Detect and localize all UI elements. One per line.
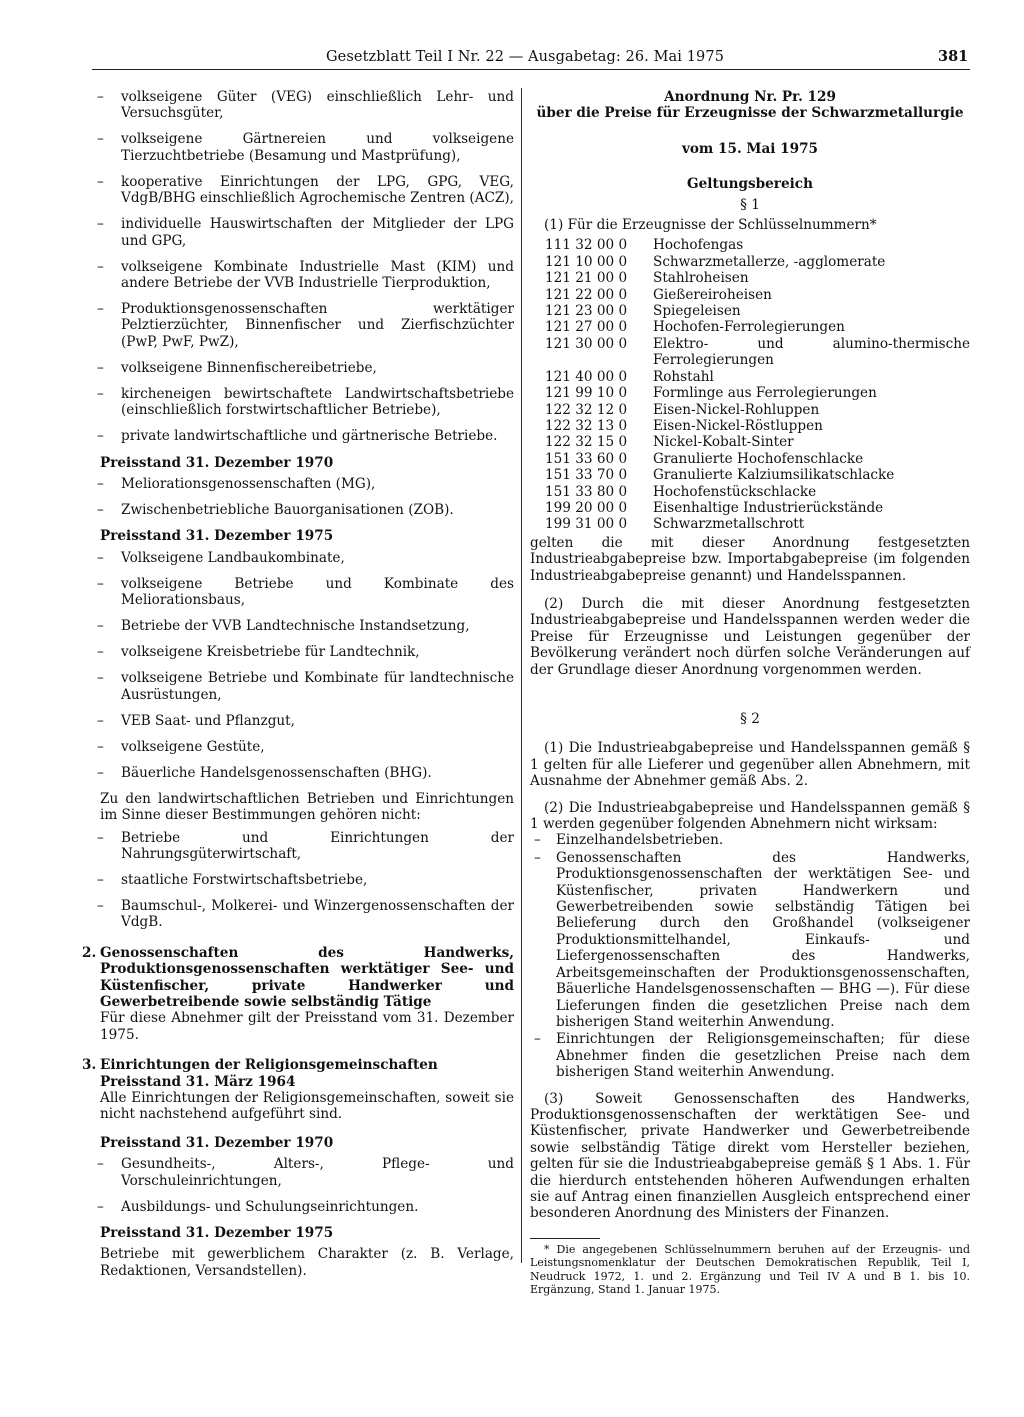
list-item [82, 576, 514, 609]
list-item [530, 1031, 970, 1080]
left-column [82, 89, 514, 1285]
code-row [530, 270, 970, 286]
heading-preisstand-1975: Preisstand 31. Dezember 1975 [100, 528, 334, 545]
list-item [82, 174, 514, 207]
column-divider [521, 88, 522, 1263]
code-row [530, 385, 970, 401]
list-item-text: Betriebe und Einrichtungen der Nahrungsgüterwirtschaft, [121, 829, 514, 862]
item-3-heading-1970: Preisstand 31. Dezember 1970 [100, 1134, 334, 1151]
code-description: Granulierte Kalziumsilikatschlacke [653, 467, 895, 484]
list-item [82, 259, 514, 292]
item-2-text: Für diese Abnehmer gilt der Preisstand vom 31. Dezember 1975. [100, 1010, 514, 1043]
item-2-number: 2. [82, 944, 97, 961]
ordinance-date: vom 15. Mai 1975 [681, 140, 819, 157]
dash-marker: – [97, 764, 104, 781]
list-item [82, 476, 514, 492]
list-item-text: private landwirtschaftliche und gärtnerische Betriebe. [121, 428, 498, 445]
list-item [82, 898, 514, 931]
heading-preisstand-1970: Preisstand 31. Dezember 1970 [100, 454, 334, 471]
list-item [82, 1199, 514, 1215]
list-item-text: Baumschul-, Molkerei- und Winzergenossenschaften der VdgB. [121, 897, 514, 931]
paragraph-2-2: (2) Die Industrieabgabepreise und Handelsspannen gemäß § 1 werden gegenüber folgenden Abnehmern nicht wirksam: [530, 799, 970, 833]
code-table [530, 237, 970, 532]
section-title: Geltungsbereich [687, 176, 813, 193]
item-2-heading: Genossenschaften des Handwerks, Produktionsgenossenschaften werktätiger See- und Küstenfischer, private Handwerker und Gewerbetreibende sowie selbständig Tätige [100, 944, 514, 1010]
list-item [82, 301, 514, 350]
list-item [82, 360, 514, 376]
code-row [530, 434, 970, 450]
page-number: 381 [938, 48, 969, 65]
paragraph-1-sign: § 1 [740, 196, 760, 213]
list-item [82, 739, 514, 755]
list-item-text: volkseigene Kreisbetriebe für Landtechnik, [121, 644, 420, 661]
dash-marker: – [97, 871, 104, 888]
code-description: Nickel-Kobalt-Sinter [653, 434, 794, 451]
header-rule [92, 69, 970, 70]
list-item-text: kircheneigen bewirtschaftete Landwirtschaftsbetriebe (einschließlich forstwirtschaftlicher Betriebe), [121, 385, 514, 419]
paragraph-2-sign: § 2 [740, 711, 760, 727]
paragraph-1-intro: (1) Für die Erzeugnisse der Schlüsselnummern* [544, 217, 877, 234]
list-item [82, 550, 514, 566]
list-item [82, 644, 514, 660]
page-header [0, 49, 1024, 69]
dash-marker: – [97, 502, 104, 519]
dash-marker: – [97, 476, 104, 493]
code-number: 199 20 00 0 [545, 499, 628, 516]
list-item [82, 502, 514, 518]
list-item-text: volkseigene Gärtnereien und volkseigene Tierzuchtbetriebe (Besamung und Mastprüfung), [121, 131, 514, 164]
right-column [530, 89, 970, 1296]
code-description: Elektro- und alumino-thermische Ferrolegierungen [653, 335, 970, 369]
item-3-heading: Einrichtungen der Religionsgemeinschaften [100, 1057, 438, 1074]
code-row [530, 319, 970, 335]
dash-marker: – [97, 618, 104, 635]
code-description: Spiegeleisen [653, 303, 741, 320]
list-not-included [82, 830, 514, 931]
code-row [530, 254, 970, 270]
list-item-text: volkseigene Gestüte, [121, 738, 265, 755]
list-item [82, 428, 514, 444]
list-item [530, 832, 970, 848]
code-description: Formlinge aus Ferrolegierungen [653, 385, 877, 402]
dash-marker: – [97, 173, 104, 190]
dash-marker: – [97, 428, 104, 445]
list-item-text: volkseigene Betriebe und Kombinate des Meliorationsbaus, [121, 575, 514, 609]
dash-marker: – [534, 849, 541, 866]
dash-marker: – [97, 89, 104, 105]
code-description: Hochofenstückschlacke [653, 483, 817, 500]
dash-marker: – [97, 670, 104, 687]
code-number: 121 99 10 0 [545, 385, 628, 402]
code-description: Hochofen-Ferrolegierungen [653, 319, 845, 336]
code-number: 151 33 80 0 [545, 483, 628, 500]
ordinance-title-line2: über die Preise für Erzeugnisse der Schwarzmetallurgie [536, 105, 964, 122]
list-item-text: volkseigene Betriebe und Kombinate für landtechnische Ausrüstungen, [121, 670, 514, 703]
code-description: Gießereiroheisen [653, 286, 772, 303]
dash-marker: – [97, 1156, 104, 1173]
list-item-text: volkseigene Kombinate Industrielle Mast (KIM) und andere Betriebe der VVB Industrielle Tierproduktion, [121, 258, 514, 292]
list-item [82, 713, 514, 729]
item-3-text-1975: Betriebe mit gewerblichem Charakter (z. B. Verlage, Redaktionen, Versandstellen). [100, 1246, 514, 1279]
list-item-text: Ausbildungs- und Schulungseinrichtungen. [121, 1198, 419, 1215]
code-description: Schwarzmetallerze, -agglomerate [653, 253, 886, 270]
dash-marker: – [97, 829, 104, 846]
list-item-text: staatliche Forstwirtschaftsbetriebe, [121, 871, 368, 888]
code-row [530, 484, 970, 500]
code-description: Eisenhaltige Industrierückstände [653, 499, 884, 516]
list-item-text: Bäuerliche Handelsgenossenschaften (BHG). [121, 764, 432, 781]
item-2 [82, 945, 514, 1043]
code-number: 121 22 00 0 [545, 286, 628, 303]
code-number: 121 21 00 0 [545, 270, 628, 287]
list-item-text: Produktionsgenossenschaften werktätiger Pelztierzüchter, Binnenfischer und Zierfischzüchter (PwP, PwF, PwZ), [121, 301, 514, 350]
list-item [82, 89, 514, 122]
code-number: 199 31 00 0 [545, 516, 628, 533]
dash-marker: – [97, 216, 104, 233]
code-row [530, 402, 970, 418]
code-row [530, 237, 970, 253]
item-3-heading-1964: Preisstand 31. März 1964 [100, 1073, 296, 1090]
list-item-text: volkseigene Güter (VEG) einschließlich Lehr- und Versuchsgüter, [121, 89, 514, 122]
footnote: * Die angegebenen Schlüsselnummern beruhen auf der Erzeugnis- und Leistungsnomenklatur der Deutschen Demokratischen Republik, Teil I, Neudruck 1972, 1. und 2. Ergänzung und Teil IV A und B 1. bis 10. Ergänzung, Stand 1. Januar 1975. [530, 1242, 970, 1296]
list-item [82, 670, 514, 703]
header-title: Gesetzblatt Teil I Nr. 22 — Ausgabetag: 26. Mai 1975 [326, 49, 725, 65]
item-3 [82, 1057, 514, 1123]
list-item [82, 386, 514, 419]
code-description: Granulierte Hochofenschlacke [653, 450, 864, 467]
dash-marker: – [534, 1031, 541, 1048]
ordinance-title-line1: Anordnung Nr. Pr. 129 [664, 89, 836, 105]
paragraph-2-1: (1) Die Industrieabgabepreise und Handelsspannen gemäß § 1 gelten für alle Lieferer und gegenüber allen Abnehmern, mit Ausnahme der Abnehmer gemäß Abs. 2. [530, 740, 970, 790]
list-item [82, 872, 514, 888]
list-item-text: kooperative Einrichtungen der LPG, GPG, VEG, VdgB/BHG einschließlich Agrochemische Zentren (ACZ), [121, 173, 514, 207]
code-number: 121 10 00 0 [545, 253, 628, 270]
dash-marker: – [97, 359, 104, 376]
dash-marker: – [97, 301, 104, 318]
dash-marker: – [534, 832, 541, 849]
dash-marker: – [97, 131, 104, 148]
list-item-text: Volkseigene Landbaukombinate, [121, 549, 345, 566]
list-item [82, 830, 514, 863]
code-row [530, 303, 970, 319]
code-number: 121 40 00 0 [545, 368, 628, 385]
dash-marker: – [97, 575, 104, 592]
item-3-text-1964: Alle Einrichtungen der Religionsgemeinschaften, soweit sie nicht nachstehend aufgeführt sind. [100, 1089, 514, 1123]
intro-list [82, 89, 514, 445]
list-item-text: Genossenschaften des Handwerks, Produktionsgenossenschaften der werktätigen See- und Küstenfischer, privaten Handwerkern und Gewerbetreibenden sowie selbständig Tätigen bei Belieferung durch den Großhandel (volkseigener Produktionsmittelhandel, Einkaufs- und Liefergenossenschaften des Handwerks, Arbeitsgemeinschaften der Produktionsgenossenschaften, Bäuerliche Handelsgenossenschaften — BHG —). Für diese Lieferungen finden die gesetzlichen Preise nach dem bisherigen Stand weiterhin Anwendung. [556, 849, 970, 1030]
list-item-text: Einzelhandelsbetrieben. [556, 832, 724, 849]
code-number: 122 32 12 0 [545, 401, 628, 418]
code-number: 122 32 13 0 [545, 417, 628, 434]
code-number: 151 33 70 0 [545, 467, 628, 484]
dash-marker: – [97, 644, 104, 661]
code-number: 121 23 00 0 [545, 303, 628, 320]
code-row [530, 369, 970, 385]
item-3-number: 3. [82, 1057, 97, 1074]
list-item-text: volkseigene Binnenfischereibetriebe, [121, 359, 377, 376]
code-row [530, 500, 970, 516]
dash-marker: – [97, 385, 104, 402]
code-number: 121 27 00 0 [545, 319, 628, 336]
list-item [82, 765, 514, 781]
list-item-text: Betriebe der VVB Landtechnische Instandsetzung, [121, 618, 470, 635]
code-row [530, 451, 970, 467]
code-number: 121 30 00 0 [545, 335, 628, 352]
not-included-intro: Zu den landwirtschaftlichen Betrieben und Einrichtungen im Sinne dieser Bestimmungen gehören nicht: [100, 790, 514, 824]
paragraph-1-2: (2) Durch die mit dieser Anordnung festgesetzten Industrieabgabepreise und Handelsspannen werden weder die Preise für Erzeugnisse und Leistungen gegenüber der Bevölkerung verändert noch dürfen solche Veränderungen auf der Grundlage dieser Anordnung vorgenommen werden. [530, 595, 970, 678]
code-row [530, 467, 970, 483]
list-para2 [530, 832, 970, 1080]
code-description: Schwarzmetallschrott [653, 516, 805, 533]
list-item [82, 216, 514, 249]
list-1970 [82, 476, 514, 518]
code-number: 111 32 00 0 [545, 237, 628, 254]
footnote-rule [530, 1238, 600, 1239]
code-row [530, 287, 970, 303]
paragraph-1-after: gelten die mit dieser Anordnung festgesetzten Industrieabgabepreise bzw. Importabgabepreise (im folgenden Industrieabgabepreise genannt) und Handelsspannen. [530, 534, 970, 584]
list-item [82, 1156, 514, 1189]
dash-marker: – [97, 897, 104, 914]
list-item-text: Meliorationsgenossenschaften (MG), [121, 476, 376, 493]
code-row [530, 336, 970, 369]
code-row [530, 516, 970, 532]
list-item-text: VEB Saat- und Pflanzgut, [121, 712, 295, 729]
code-description: Rohstahl [653, 368, 714, 385]
list-item-text: individuelle Hauswirtschaften der Mitglieder der LPG und GPG, [121, 216, 514, 249]
code-number: 122 32 15 0 [545, 434, 628, 451]
dash-marker: – [97, 738, 104, 755]
code-description: Stahlroheisen [653, 270, 749, 287]
list-item-text: Gesundheits-, Alters-, Pflege- und Vorschuleinrichtungen, [121, 1156, 514, 1189]
list-item-text: Zwischenbetriebliche Bauorganisationen (ZOB). [121, 502, 454, 519]
list-item [82, 618, 514, 634]
dash-marker: – [97, 1198, 104, 1215]
list-item [82, 131, 514, 164]
code-row [530, 418, 970, 434]
list-item3-1970 [82, 1156, 514, 1215]
dash-marker: – [97, 712, 104, 729]
dash-marker: – [97, 258, 104, 275]
code-number: 151 33 60 0 [545, 450, 628, 467]
item-3-heading-1975: Preisstand 31. Dezember 1975 [100, 1225, 334, 1241]
list-item [530, 850, 970, 1030]
code-description: Eisen-Nickel-Röstluppen [653, 417, 823, 434]
dash-marker: – [97, 549, 104, 566]
code-description: Eisen-Nickel-Rohluppen [653, 401, 820, 418]
paragraph-2-3: (3) Soweit Genossenschaften des Handwerks, Produktionsgenossenschaften der werktätigen See- und Küstenfischer, private Handwerker und Gewerbetreibende sowie selbständig Tätige direkt vom Hersteller beziehen, gelten für sie die Industrieabgabepreise gemäß § 1 Abs. 1. Für die hierdurch entstehenden höheren Aufwendungen erhalten sie auf Antrag einen finanziellen Ausgleich entsprechend einer besonderen Anordnung des Ministers der Finanzen. [530, 1090, 970, 1222]
list-1975 [82, 550, 514, 781]
code-description: Hochofengas [653, 237, 744, 254]
list-item-text: Einrichtungen der Religionsgemeinschaften; für diese Abnehmer finden die gesetzlichen Preise nach dem bisherigen Stand weiterhin Anwendung. [556, 1031, 970, 1081]
